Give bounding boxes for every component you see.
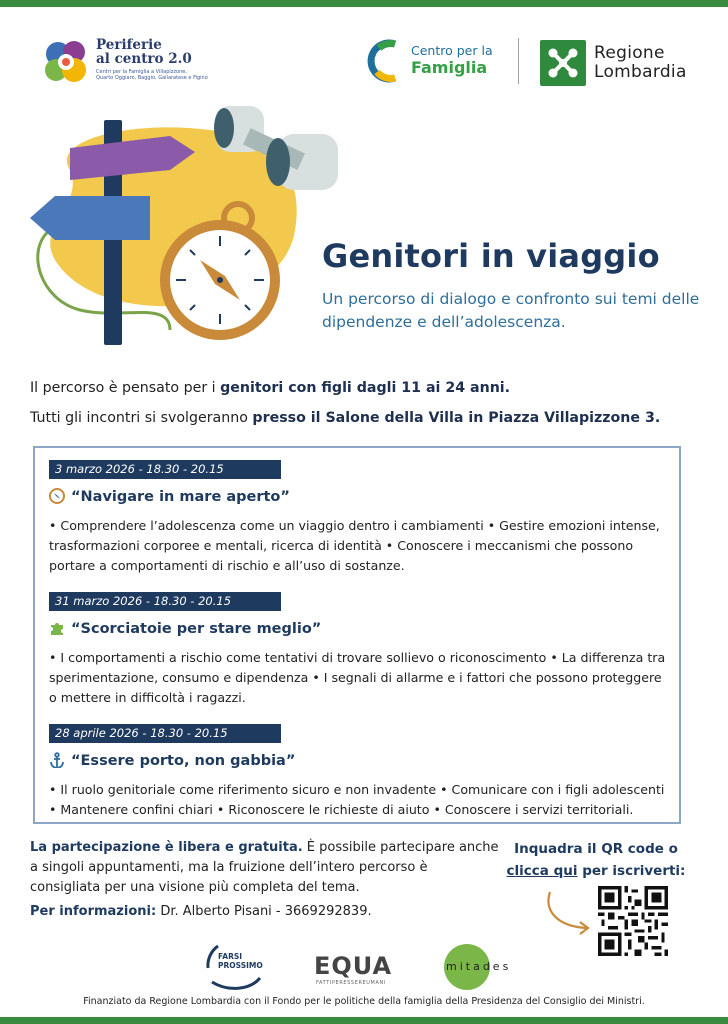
session-description: • Comprendere l’adolescenza come un viaggio dentro i cambiamenti • Gestire emozioni intense, trasformazioni corporee e mentali, ricerca di identità • Conoscere i meccanismi che possono portare a comportamenti di rischio e all’uso di sostanze. <box>49 518 660 573</box>
session-3 <box>49 722 669 820</box>
anchor-icon <box>49 752 65 768</box>
farsi-line1: FARSI <box>218 952 243 961</box>
contact-label: Per informazioni: <box>30 904 157 919</box>
centro-famiglia-line1: Centro per la <box>411 43 493 58</box>
page-subtitle: Un percorso di dialogo e confronto sui temi delle dipendenze e dell’adolescenza. <box>322 290 700 331</box>
regione-line2: Lombardia <box>594 62 687 82</box>
intro-line-audience <box>30 380 710 396</box>
equa-logo <box>314 938 414 994</box>
centro-famiglia-logo <box>365 36 505 88</box>
intro-venue-text: Tutti gli incontri si svolgeranno <box>30 410 253 426</box>
qr-call-to-action <box>506 838 686 882</box>
participation-lead: La partecipazione è libera e gratuita. <box>30 840 303 855</box>
session-title <box>49 619 669 639</box>
regione-lombardia-logo <box>540 40 710 86</box>
session-title <box>49 751 669 771</box>
session-description: • I comportamenti a rischio come tentativi di trovare sollievo o riconoscimento • La differenza tra sperimentazione, consumo e dipendenza • I segnali di allarme e i fattori che possono proteggere o mettere in difficoltà i ragazzi. <box>49 650 666 705</box>
top-bar <box>0 0 728 7</box>
intro-line-venue <box>30 410 710 426</box>
funding-note: Finanziato da Regione Lombardia con il Fondo per le politiche della famiglia della Presidenza del Consiglio dei Ministri. <box>83 996 645 1007</box>
periferie-line4: Quarto Oggiaro, Baggio, Gallaratese e Figino <box>96 75 208 81</box>
page-title: Genitori in viaggio <box>322 237 660 275</box>
mitades-logo <box>444 938 534 994</box>
contact-value: Dr. Alberto Pisani - 3669292839. <box>160 904 372 919</box>
regione-line1: Regione <box>594 43 665 63</box>
session-title-text: “Scorciatoie per stare meglio” <box>71 621 322 637</box>
participation-rest: È possibile partecipare anche a singoli appuntamenti, ma la fruizione dell’intero percorso è consigliata per una visione più completa del tema. <box>30 840 499 895</box>
periferie-line1: Periferie <box>96 37 162 53</box>
bottom-bar <box>0 1017 728 1024</box>
regione-mark-icon <box>540 40 586 86</box>
periferie-line3: Centri per la Famiglia a Villapizzone, <box>96 69 187 75</box>
farsi-prossimo-logo <box>198 938 272 994</box>
session-title-text: “Navigare in mare aperto” <box>71 489 290 505</box>
session-1 <box>49 458 669 576</box>
intro-audience-text: Il percorso è pensato per i <box>30 380 221 396</box>
equa-tagline: FATTIPERESSEREUMANI <box>316 980 386 986</box>
qr-code[interactable] <box>598 886 668 956</box>
intro-venue-bold: presso il Salone della Villa in Piazza Villapizzone 3. <box>252 410 661 426</box>
header-divider <box>518 38 519 84</box>
farsi-line2: PROSSIMO <box>218 961 263 970</box>
session-description: • Il ruolo genitoriale come riferimento sicuro e non invadente • Comunicare con i figli adolescenti • Mantenere confini chiari • Riconoscere le richieste di aiuto • Conoscere i servizi territoriali. <box>49 782 665 817</box>
schedule-box <box>33 446 681 824</box>
centro-famiglia-line2: Famiglia <box>411 58 488 77</box>
session-date: 31 marzo 2026 - 18.30 - 20.15 <box>49 592 281 611</box>
curved-arrow-icon <box>542 888 596 938</box>
qr-line2: per iscriverti: <box>577 863 686 879</box>
centro-famiglia-mark-icon <box>365 36 407 86</box>
equa-name: EQUA <box>314 952 393 980</box>
contact-info <box>30 904 372 919</box>
compass-icon <box>49 488 65 504</box>
session-date: 3 marzo 2026 - 18.30 - 20.15 <box>49 460 281 479</box>
puzzle-icon <box>49 620 65 636</box>
session-title <box>49 487 669 507</box>
farsi-prossimo-text <box>218 952 263 970</box>
mitades-name: mitades <box>446 960 512 973</box>
session-date: 28 aprile 2026 - 18.30 - 20.15 <box>49 724 281 743</box>
periferie-mark-icon <box>40 36 92 88</box>
session-2 <box>49 590 669 708</box>
signup-link[interactable]: clicca qui <box>506 863 578 879</box>
participation-text <box>30 838 500 898</box>
hero-illustration <box>20 100 365 360</box>
qr-line1: Inquadra il QR code o <box>514 841 678 857</box>
periferie-logo <box>40 36 210 88</box>
session-title-text: “Essere porto, non gabbia” <box>71 753 296 769</box>
intro-audience-bold: genitori con figli dagli 11 ai 24 anni. <box>220 380 511 396</box>
periferie-line2: al centro 2.0 <box>96 51 192 67</box>
